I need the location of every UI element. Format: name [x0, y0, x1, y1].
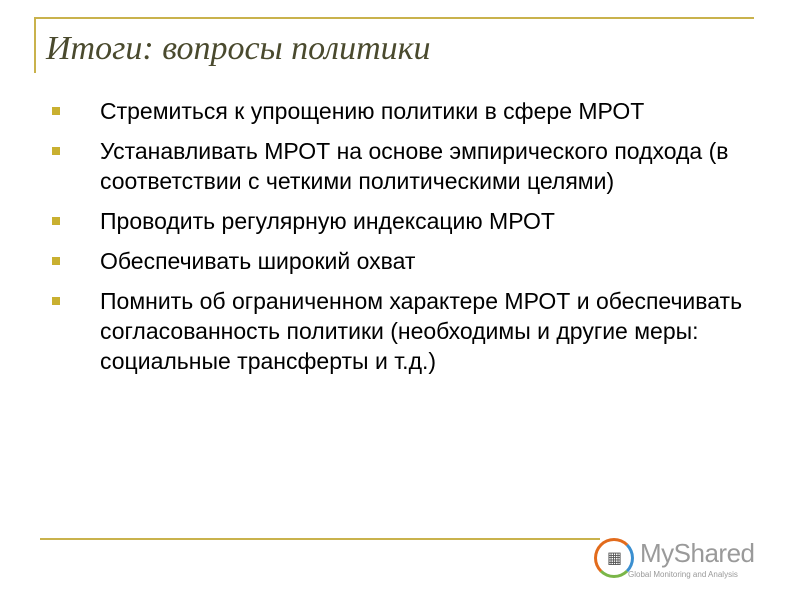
bullet-text: Обеспечивать широкий охват [100, 248, 416, 274]
bullet-item [50, 136, 750, 196]
square-bullet-icon [52, 297, 60, 305]
bullet-list [50, 96, 750, 386]
watermark-subtitle: Global Monitoring and Analysis [628, 570, 738, 579]
bullet-item [50, 96, 750, 126]
watermark-brand: MyShared [640, 538, 755, 568]
square-bullet-icon [52, 147, 60, 155]
bullet-item [50, 246, 750, 276]
bullet-text: Проводить регулярную индексацию МРОТ [100, 208, 555, 234]
grid-icon: ▦ [607, 548, 623, 567]
bullet-item [50, 206, 750, 236]
top-divider [34, 17, 754, 19]
bullet-text: Устанавливать МРОТ на основе эмпирического подхода (в соответствии с четкими политическими целями) [100, 138, 729, 194]
square-bullet-icon [52, 217, 60, 225]
square-bullet-icon [52, 107, 60, 115]
bullet-item [50, 286, 750, 376]
watermark [590, 534, 766, 586]
left-divider [34, 17, 36, 73]
bullet-text: Помнить об ограниченном характере МРОТ и обеспечивать согласованность политики (необходимы и другие меры: социальные трансферты и т.д.) [100, 288, 743, 374]
bullet-text: Стремиться к упрощению политики в сфере МРОТ [100, 98, 645, 124]
slide-title: Итоги: вопросы политики [46, 30, 431, 67]
bottom-divider [40, 538, 600, 540]
square-bullet-icon [52, 257, 60, 265]
